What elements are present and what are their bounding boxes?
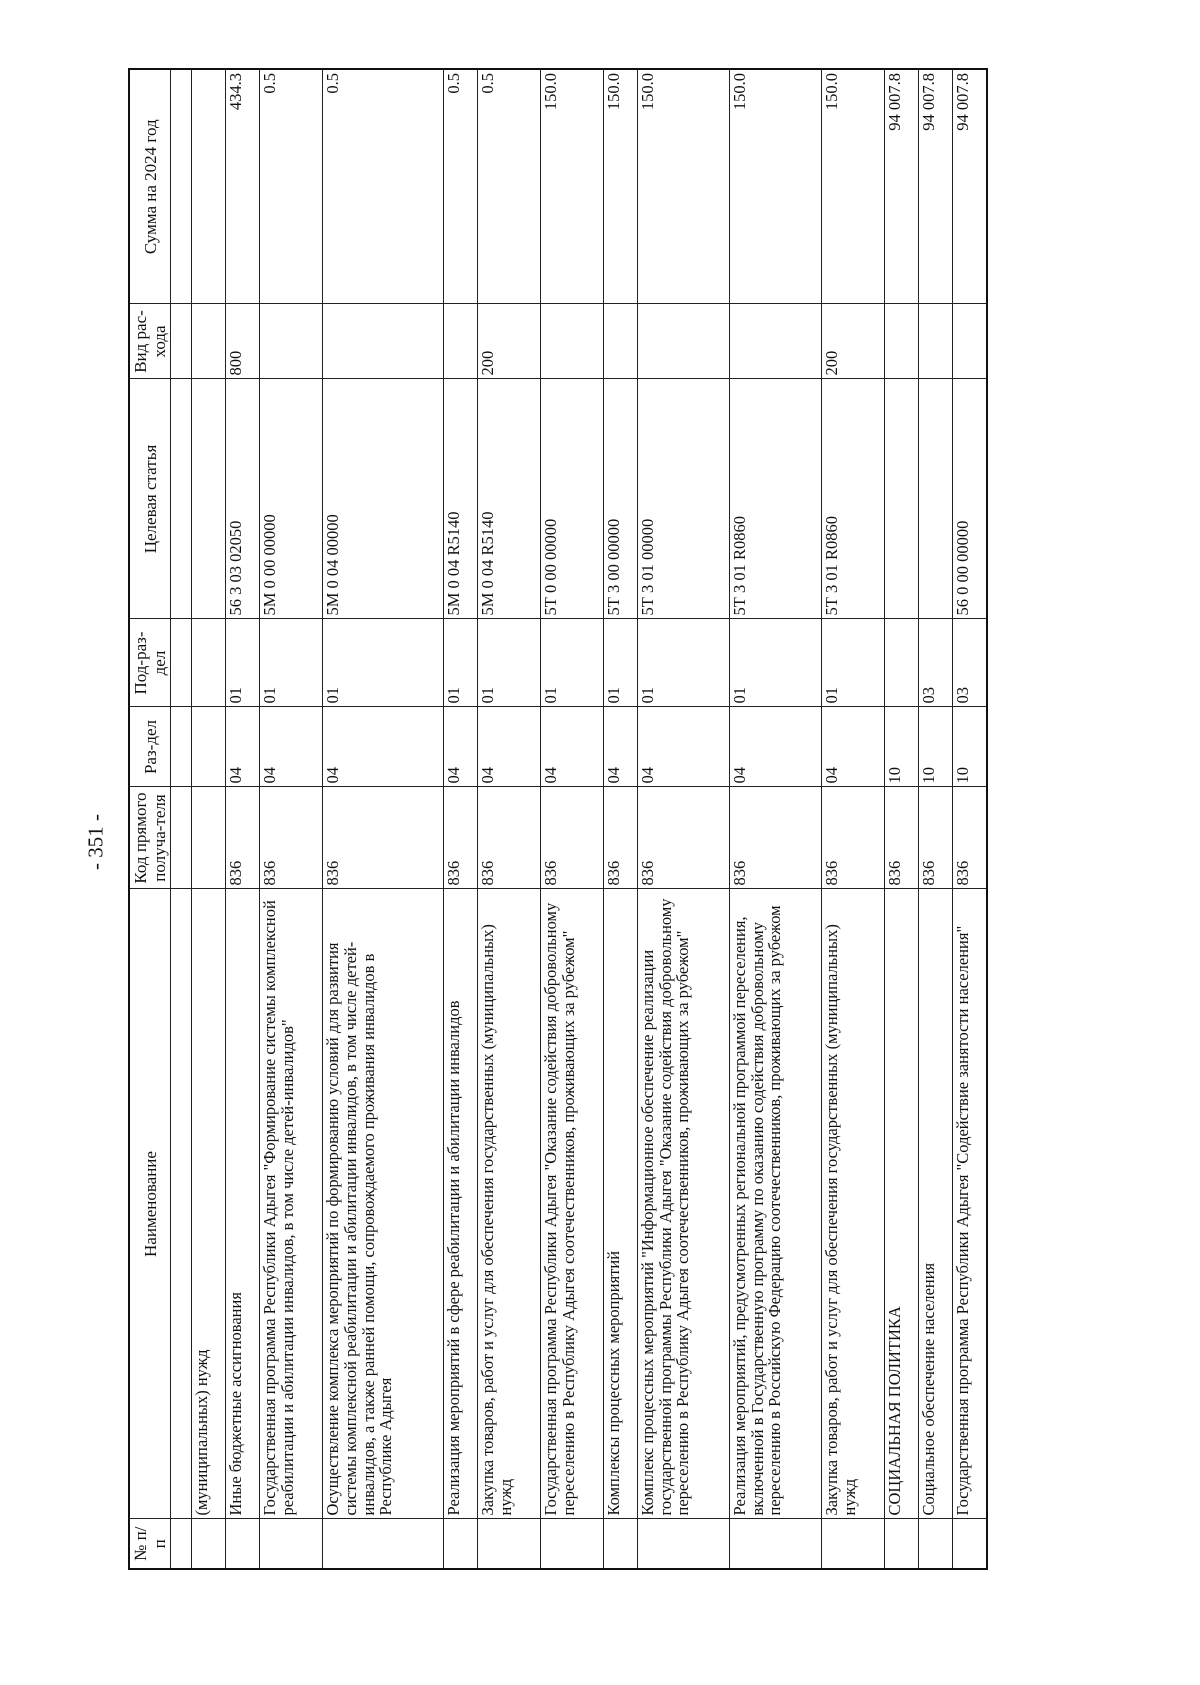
cell-expense-type — [443, 304, 477, 379]
cell-name: Комплекс процессных мероприятий "Информационное обеспечение реализации государственной программы Республики Адыгея "Оказание содействия добровольному переселению в Республику Адыгея соотечественников, проживающих за рубежом" — [637, 889, 729, 1519]
cell-expense-type: 200 — [821, 304, 884, 379]
cell-name: Государственная программа Республики Адыгея "Содействие занятости населения" — [952, 889, 987, 1519]
cell-subsection: 01 — [225, 619, 259, 707]
cell-section: 04 — [603, 707, 637, 787]
cell-recipient-code: 836 — [259, 787, 322, 889]
cell-section — [192, 707, 226, 787]
cell-name: Государственная программа Республики Адыгея "Формирование системы комплексной реабилитации и абилитации инвалидов, в том числе детей-инвалидов" — [259, 889, 322, 1519]
cell-subsection: 03 — [918, 619, 952, 707]
table-row — [637, 69, 729, 1569]
table-body — [171, 69, 987, 1569]
cell-recipient-code: 836 — [225, 787, 259, 889]
header-expense-type: Вид рас-хода — [129, 304, 171, 379]
cell-target-article — [884, 379, 918, 619]
header-subsection: Под-раз-дел — [129, 619, 171, 707]
cell-expense-type: 200 — [477, 304, 540, 379]
cell-subsection: 01 — [322, 619, 443, 707]
header-row — [129, 69, 171, 1569]
cell-name: Реализация мероприятий, предусмотренных региональной программой переселения, включенной в Государственную программу по оказанию содействия добровольному переселению в Российскую Федерацию соотечественников, проживающих за рубежом — [729, 889, 821, 1519]
cell-expense-type — [637, 304, 729, 379]
cell-amount: 150.0 — [729, 69, 821, 304]
spacer-row — [171, 69, 192, 1569]
cell-amount: 0.5 — [259, 69, 322, 304]
cell-name: (муниципальных) нужд — [192, 889, 226, 1519]
spacer-cell — [171, 69, 192, 304]
cell-num — [322, 1519, 443, 1569]
cell-name: Реализация мероприятий в сфере реабилитации и абилитации инвалидов — [443, 889, 477, 1519]
cell-expense-type — [322, 304, 443, 379]
cell-num — [952, 1519, 987, 1569]
table-row — [952, 69, 987, 1569]
cell-expense-type — [259, 304, 322, 379]
cell-amount: 94 007.8 — [918, 69, 952, 304]
cell-subsection — [192, 619, 226, 707]
cell-amount: 0.5 — [443, 69, 477, 304]
cell-name: Иные бюджетные ассигнования — [225, 889, 259, 1519]
header-recipient-code: Код прямого получа-теля — [129, 787, 171, 889]
cell-section: 10 — [918, 707, 952, 787]
cell-recipient-code: 836 — [729, 787, 821, 889]
cell-target-article: 56 0 00 00000 — [952, 379, 987, 619]
cell-recipient-code: 836 — [540, 787, 603, 889]
cell-recipient-code — [192, 787, 226, 889]
cell-recipient-code: 836 — [918, 787, 952, 889]
cell-section: 04 — [540, 707, 603, 787]
cell-num — [192, 1519, 226, 1569]
cell-section: 04 — [259, 707, 322, 787]
cell-section: 04 — [225, 707, 259, 787]
cell-target-article: 5М 0 04 00000 — [322, 379, 443, 619]
cell-amount: 150.0 — [821, 69, 884, 304]
table-row — [443, 69, 477, 1569]
cell-name: Закупка товаров, работ и услуг для обеспечения государственных (муниципальных) нужд — [477, 889, 540, 1519]
cell-expense-type — [603, 304, 637, 379]
cell-num — [821, 1519, 884, 1569]
cell-expense-type — [952, 304, 987, 379]
cell-expense-type — [729, 304, 821, 379]
cell-target-article: 5М 0 04 R5140 — [443, 379, 477, 619]
cell-amount — [192, 69, 226, 304]
spacer-cell — [171, 379, 192, 619]
table-row — [729, 69, 821, 1569]
cell-target-article: 56 3 03 02050 — [225, 379, 259, 619]
cell-num — [225, 1519, 259, 1569]
spacer-cell — [171, 787, 192, 889]
cell-subsection: 01 — [540, 619, 603, 707]
cell-amount: 0.5 — [477, 69, 540, 304]
cell-target-article: 5Т 3 01 R0860 — [729, 379, 821, 619]
table-row — [322, 69, 443, 1569]
header-section: Раз-дел — [129, 707, 171, 787]
cell-target-article — [918, 379, 952, 619]
cell-amount: 150.0 — [637, 69, 729, 304]
spacer-cell — [171, 619, 192, 707]
cell-num — [729, 1519, 821, 1569]
cell-num — [443, 1519, 477, 1569]
cell-section: 04 — [637, 707, 729, 787]
spacer-cell — [171, 889, 192, 1519]
cell-num — [918, 1519, 952, 1569]
cell-amount: 150.0 — [540, 69, 603, 304]
cell-recipient-code: 836 — [443, 787, 477, 889]
cell-subsection — [884, 619, 918, 707]
cell-subsection: 03 — [952, 619, 987, 707]
cell-target-article: 5М 0 00 00000 — [259, 379, 322, 619]
cell-subsection: 01 — [637, 619, 729, 707]
spacer-cell — [171, 707, 192, 787]
cell-recipient-code: 836 — [952, 787, 987, 889]
table-row — [477, 69, 540, 1569]
cell-num — [603, 1519, 637, 1569]
header-target-article: Целевая статья — [129, 379, 171, 619]
cell-name: Осуществление комплекса мероприятий по формированию условий для развития системы комплексной реабилитации и абилитации инвалидов, в том числе детей-инвалидов, а также ранней помощи, сопровождаемого проживания инвалидов в Республике Адыгея — [322, 889, 443, 1519]
cell-name: Социальное обеспечение населения — [918, 889, 952, 1519]
cell-expense-type: 800 — [225, 304, 259, 379]
header-amount-2024: Сумма на 2024 год — [129, 69, 171, 304]
cell-subsection: 01 — [821, 619, 884, 707]
cell-expense-type — [192, 304, 226, 379]
cell-recipient-code: 836 — [637, 787, 729, 889]
cell-name: Комплексы процессных мероприятий — [603, 889, 637, 1519]
table-row — [821, 69, 884, 1569]
table-row — [225, 69, 259, 1569]
cell-num — [259, 1519, 322, 1569]
spacer-cell — [171, 1519, 192, 1569]
cell-amount: 94 007.8 — [884, 69, 918, 304]
cell-target-article: 5Т 3 00 00000 — [603, 379, 637, 619]
cell-recipient-code: 836 — [477, 787, 540, 889]
cell-subsection: 01 — [477, 619, 540, 707]
budget-table-rotated — [128, 70, 988, 1570]
cell-subsection: 01 — [729, 619, 821, 707]
cell-num — [637, 1519, 729, 1569]
page-number: - 351 - — [83, 814, 108, 870]
cell-recipient-code: 836 — [821, 787, 884, 889]
cell-section: 04 — [477, 707, 540, 787]
table-row — [603, 69, 637, 1569]
budget-table — [128, 68, 988, 1570]
cell-section: 10 — [952, 707, 987, 787]
table-row — [540, 69, 603, 1569]
table-row — [884, 69, 918, 1569]
cell-recipient-code: 836 — [603, 787, 637, 889]
cell-recipient-code: 836 — [322, 787, 443, 889]
cell-num — [477, 1519, 540, 1569]
cell-target-article: 5М 0 04 R5140 — [477, 379, 540, 619]
cell-recipient-code: 836 — [884, 787, 918, 889]
cell-amount: 94 007.8 — [952, 69, 987, 304]
cell-expense-type — [918, 304, 952, 379]
header-num: № п/п — [129, 1519, 171, 1569]
header-name: Наименование — [129, 889, 171, 1519]
spacer-cell — [171, 304, 192, 379]
cell-expense-type — [540, 304, 603, 379]
table-row — [259, 69, 322, 1569]
cell-amount: 150.0 — [603, 69, 637, 304]
cell-target-article — [192, 379, 226, 619]
cell-amount: 0.5 — [322, 69, 443, 304]
cell-target-article: 5Т 3 01 R0860 — [821, 379, 884, 619]
table-row — [918, 69, 952, 1569]
cell-expense-type — [884, 304, 918, 379]
cell-section: 04 — [729, 707, 821, 787]
cell-section: 04 — [821, 707, 884, 787]
cell-target-article: 5Т 3 01 00000 — [637, 379, 729, 619]
cell-name: Государственная программа Республики Адыгея "Оказание содействия добровольному переселению в Республику Адыгея соотечественников, проживающих за рубежом" — [540, 889, 603, 1519]
cell-num — [540, 1519, 603, 1569]
table-row — [192, 69, 226, 1569]
cell-subsection: 01 — [443, 619, 477, 707]
cell-subsection: 01 — [259, 619, 322, 707]
cell-section: 04 — [322, 707, 443, 787]
cell-target-article: 5Т 0 00 00000 — [540, 379, 603, 619]
cell-amount: 434.3 — [225, 69, 259, 304]
cell-subsection: 01 — [603, 619, 637, 707]
cell-num — [884, 1519, 918, 1569]
cell-section: 04 — [443, 707, 477, 787]
cell-section: 10 — [884, 707, 918, 787]
cell-name: СОЦИАЛЬНАЯ ПОЛИТИКА — [884, 889, 918, 1519]
cell-name: Закупка товаров, работ и услуг для обеспечения государственных (муниципальных) нужд — [821, 889, 884, 1519]
